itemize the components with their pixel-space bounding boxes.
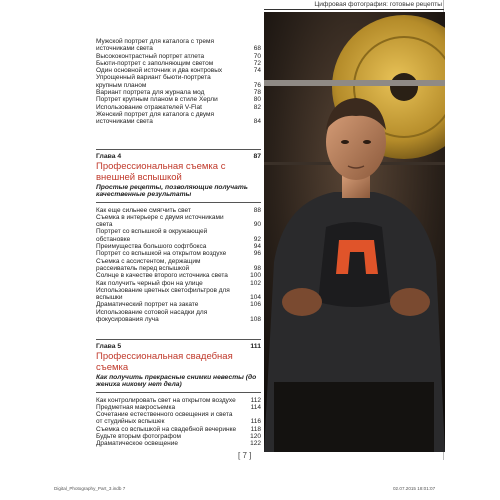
toc-entry-title: Использование цветных светофильтров для вспышки <box>96 286 230 302</box>
toc-entry <box>96 309 261 324</box>
toc-entry-page: 120 <box>250 433 261 441</box>
chapter-4-page: 87 <box>253 153 261 160</box>
toc-entry-title: Использование отражателей V-Flat <box>96 103 202 111</box>
chapter-5-subtitle: Как получить прекрасные снимки невесты (до жениха никому нет дела) <box>96 374 261 393</box>
toc-entry-title: Съемка со вспышкой на свадебной вечеринке <box>96 425 237 433</box>
toc-entry-page: 78 <box>253 89 261 97</box>
toc-entry-page: 114 <box>250 403 261 411</box>
toc-entry <box>96 89 261 96</box>
toc-entry-page: 98 <box>253 264 261 272</box>
toc-entry-title: Один основной источник и два контровых <box>96 67 223 75</box>
page-number: [ 7 ] <box>238 451 252 460</box>
athlete-photo <box>264 12 445 452</box>
toc-entry-title: Драматическое освещение <box>96 440 178 448</box>
toc-entry-title: Вариант портрета для журнала мод <box>96 89 205 97</box>
toc-entry-title: Портрет со вспышкой в окружающей обстановке <box>96 228 208 243</box>
toc-entry-title: Упрощенный вариант бьюти-портрета крупным планом <box>96 74 211 89</box>
chapter-5-label: Глава 5 <box>96 343 122 350</box>
toc-entry-title: Женский портрет для каталога с двумя источниками света <box>96 110 215 126</box>
toc-entry-page: 96 <box>253 250 261 258</box>
toc-entry-title: Бьюти-портрет с заполняющим светом <box>96 59 214 67</box>
toc-entry-title: Сочетание естественного освещения и света от студийных вспышек <box>96 411 233 426</box>
toc-entry <box>96 411 261 426</box>
toc-entry-page: 92 <box>253 235 261 243</box>
toc-entry-page: 88 <box>253 206 261 214</box>
toc-entry <box>96 272 261 279</box>
chapter-5-page: 111 <box>250 343 261 350</box>
toc-entry <box>96 433 261 440</box>
toc-entry-page: 74 <box>253 67 261 75</box>
chapter-5-section <box>96 337 261 448</box>
chapter-5-list <box>96 397 261 448</box>
toc-entry <box>96 250 261 257</box>
chapter-4-subtitle: Простые рецепты, позволяющие получать качественные результаты <box>96 184 261 203</box>
toc-entry <box>96 228 261 243</box>
chapter-4-title: Профессиональная съемка с внешней вспышкой <box>96 161 226 183</box>
toc-entry-title: Как контролировать свет на открытом воздухе <box>96 396 236 404</box>
toc-entry-page: 112 <box>250 396 261 404</box>
toc-entry-page: 102 <box>250 279 261 287</box>
toc-entry-page: 108 <box>250 316 261 324</box>
chapter-4-label: Глава 4 <box>96 153 122 160</box>
toc-entry <box>96 301 261 308</box>
toc-entry <box>96 111 261 126</box>
toc-entry-page: 116 <box>250 418 261 426</box>
toc-entry-page: 104 <box>250 294 261 302</box>
toc-entry-title: Портрет со вспышкой на открытом воздухе <box>96 250 227 258</box>
toc-entry <box>96 104 261 111</box>
toc-entry-title: Съемка в интерьере с двумя источниками света <box>96 213 224 229</box>
toc-entry-title: Драматический портрет на закате <box>96 301 199 309</box>
toc-entry-page: 118 <box>250 425 261 433</box>
toc-entry-title: Будьте вторым фотографом <box>96 433 181 441</box>
toc-entry-title: Предметная макросъемка <box>96 403 176 411</box>
toc-entry-title: Солнце в качестве второго источника света <box>96 272 228 280</box>
toc-entry-page: 68 <box>253 45 261 53</box>
toc-entry <box>96 404 261 411</box>
toc-entry <box>96 53 261 60</box>
chapter-4-header <box>96 149 261 160</box>
toc-entry-page: 90 <box>253 221 261 229</box>
toc-entry-page: 100 <box>250 272 261 280</box>
toc-entry-title: Мужской портрет для каталога с тремя источниками света <box>96 38 215 53</box>
toc-entry-page: 72 <box>253 59 261 67</box>
toc-entry-title: Портрет крупным планом в стиле Херли <box>96 96 218 104</box>
toc-entry-title: Преимущества большого софтбокса <box>96 243 207 251</box>
chapter-5-header <box>96 339 261 350</box>
toc-entry <box>96 426 261 433</box>
toc-entry <box>96 440 261 447</box>
toc-entry <box>96 74 261 89</box>
chapter-4-list <box>96 207 261 324</box>
toc-entry <box>96 397 261 404</box>
toc-entry-title: Как получить черный фон на улице <box>96 279 203 287</box>
footer-file-name: Digital_Photography_Part_3.indb 7 <box>54 486 126 491</box>
toc-entry-page: 122 <box>250 440 261 448</box>
toc-entry-page: 84 <box>253 118 261 126</box>
toc-entry-page: 106 <box>250 301 261 309</box>
running-header: Цифровая фотография: готовые рецепты <box>314 1 442 8</box>
toc-entry <box>96 258 261 273</box>
toc-entry <box>96 96 261 103</box>
header-rule <box>264 9 444 10</box>
chapter-5-title: Профессиональная свадебная съемка <box>96 351 233 373</box>
toc-top-list <box>96 38 261 126</box>
toc-entry <box>96 214 261 229</box>
toc-entry-page: 94 <box>253 243 261 251</box>
toc-entry-page: 70 <box>253 52 261 60</box>
toc-entry <box>96 207 261 214</box>
toc-entry-page: 76 <box>253 81 261 89</box>
toc-entry <box>96 38 261 53</box>
toc-entry-title: Высококонтрастный портрет атлета <box>96 52 205 60</box>
toc-entry-title: Съемка с ассистентом, держащим рассеиватель перед вспышкой <box>96 257 201 272</box>
athlete-photo-illustration <box>264 12 445 452</box>
footer-timestamp: 02.07.2015 18:01:07 <box>393 486 436 491</box>
toc-entry <box>96 280 261 287</box>
chapter-4-section <box>96 147 261 323</box>
toc-entry-title: Использование сотовой насадки для фокусирования луча <box>96 308 208 324</box>
toc-entry-title: Как еще сильнее смягчить свет <box>96 206 191 214</box>
toc-entry-page: 80 <box>253 96 261 104</box>
toc-entry-page: 82 <box>253 103 261 111</box>
toc-entry <box>96 287 261 302</box>
